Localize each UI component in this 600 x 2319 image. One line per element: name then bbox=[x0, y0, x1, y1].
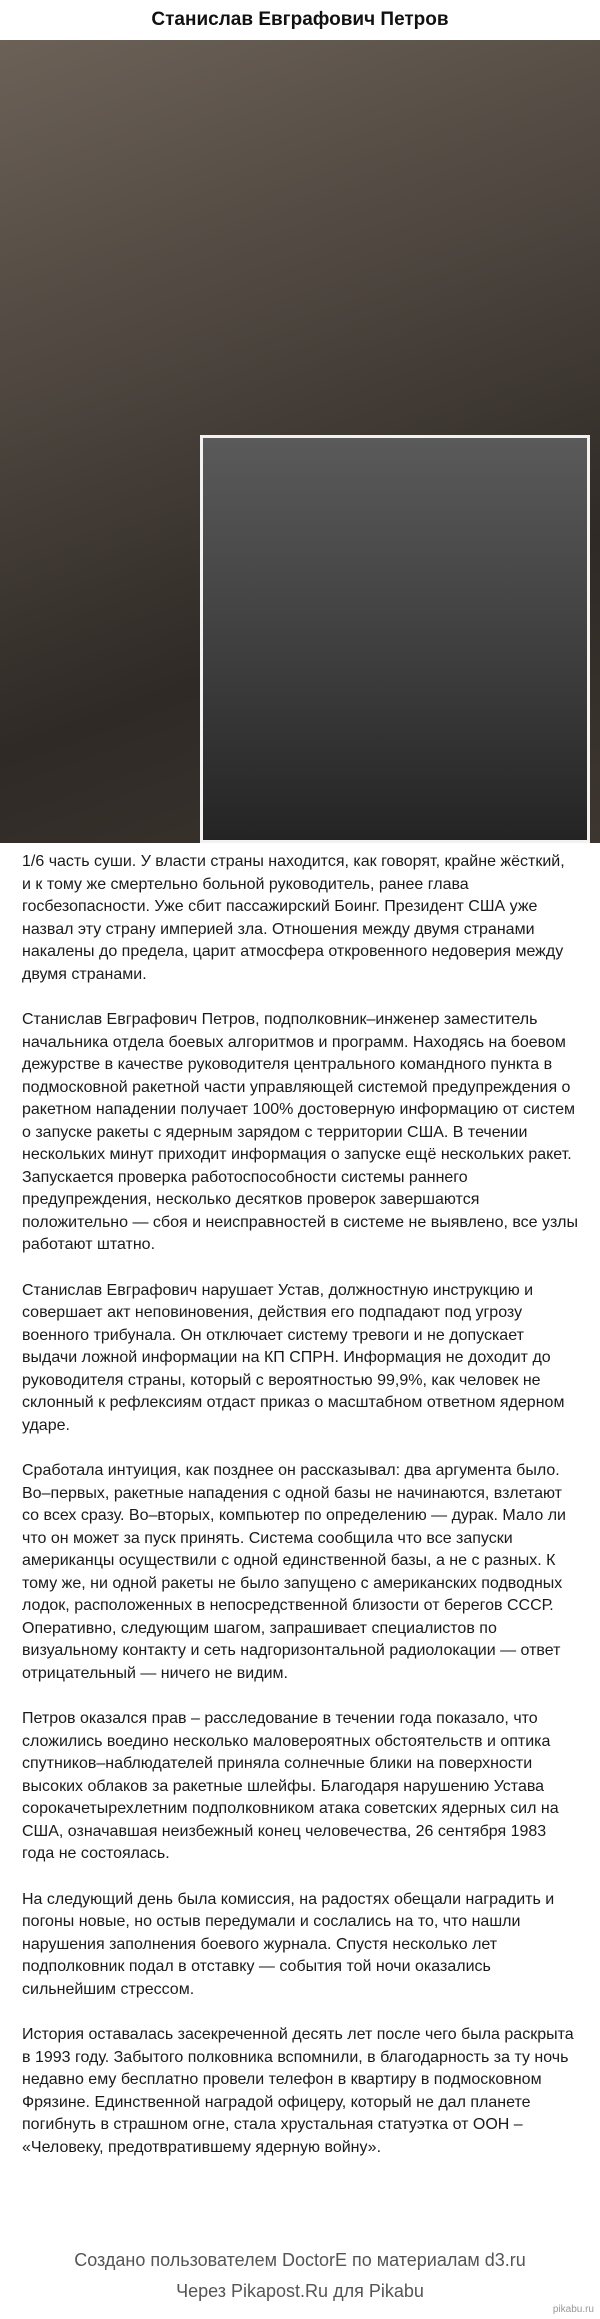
paragraph: Станислав Евграфович нарушает Устав, должностную инструкцию и совершает акт неповиновения, действия его подпадают под угрозу военного трибунала. Он отключает систему тревоги и не допускает выдачи ложной информации на КП СПРН. Информация не доходит до руководителя страны, который с вероятностью 99,9%, как человек не склонный к рефлексиям отдаст приказ о масштабном ответном ядерном ударе. bbox=[22, 1281, 565, 1434]
paragraph: Сработала интуиция, как позднее он рассказывал: два аргумента было. Во–первых, ракетные нападения с одной базы не начинаются, взлетают со всех сразу. Во–вторых, компьютер по определению — дурак. Мало ли что он может за пуск принять. Система сообщила что все запуски американцы осуществили с одной единственной базы, а не с разных. К тому же, ни одной ракеты не было запущено с американских подводных лодок, расположенных в непосредственной близости от берегов СССР. Оперативно, следующим шагом, запрашивает специалистов по визуальному контакту и сеть надгоризонтальной радиолокации — ответ отрицательный — ничего не видим. bbox=[22, 1462, 566, 1682]
photo bbox=[0, 40, 600, 843]
page-title: Станислав Евграфович Петров bbox=[151, 9, 449, 30]
paragraph: На следующий день была комиссия, на радостях обещали наградить и погоны новые, но остыв передумали и сослались на то, что нашли нарушения заполнения боевого журнала. Спустя несколько лет подполковник подал в отставку — события той ночи оказались сильнейшим стрессом. bbox=[22, 1890, 555, 1998]
credit-line: Через Pikapost.Ru для Pikabu bbox=[176, 2281, 424, 2301]
paragraph: Станислав Евграфович Петров, подполковник–инженер заместитель начальника отдела боевых алгоритмов и программ. Находясь на боевом дежурстве в качестве руководителя центрального командного пункта в подмосковной ракетной части управляющей системой предупреждения о ракетном нападении получает 100% достоверную информацию от систем о запуске ракеты с ядерным зарядом с территории США. В течении нескольких минут приходит информация о запуске ещё нескольких ракет. Запускается проверка работоспособности системы раннего предупреждения, несколько десятков проверок завершаются положительно — сбоя и неисправностей в системе не выявлено, все узлы работают штатно. bbox=[22, 1011, 579, 1253]
paragraph: Петров оказался прав – расследование в течении года показало, что сложились воедино несколько маловероятных обстоятельств и оптика спутников–наблюдателей приняла солнечные блики на поверхности высоких облаков за ракетные шлейфы. Благодаря нарушению Устава сорокачетырехлетним подполковником атака советских ядерных сил на США, означавшая неизбежный конец человечества, 26 сентября 1983 года не состоялась. bbox=[22, 1710, 559, 1862]
held-portrait-photo bbox=[200, 435, 590, 843]
watermark: pikabu.ru bbox=[552, 2304, 594, 2315]
credit-line: Создано пользователем DoctorE по материалам d3.ru bbox=[74, 2250, 526, 2270]
paragraph: 1/6 часть суши. У власти страны находится, как говорят, крайне жёсткий, и к тому же смертельно больной руководитель, ранее глава госбезопасности. Уже сбит пассажирский Боинг. Президент США уже назвал эту страну империей зла. Отношения между двумя странами накалены до предела, царит атмосфера откровенного недоверия между двумя странами. bbox=[22, 853, 565, 983]
article-body bbox=[0, 843, 600, 2159]
paragraph: История оставалась засекреченной десять лет после чего была раскрыта в 1993 году. Забытого полковника вспомнили, в благодарность за ту ночь недавно ему бесплатно провели телефон в квартиру в подмосковном Фрязине. Единственной наградой офицеру, который не дал планете погибнуть в страшном огне, стала хрустальная статуэтка от ООН – «Человеку, предотвратившему ядерную войну». bbox=[22, 2026, 574, 2156]
